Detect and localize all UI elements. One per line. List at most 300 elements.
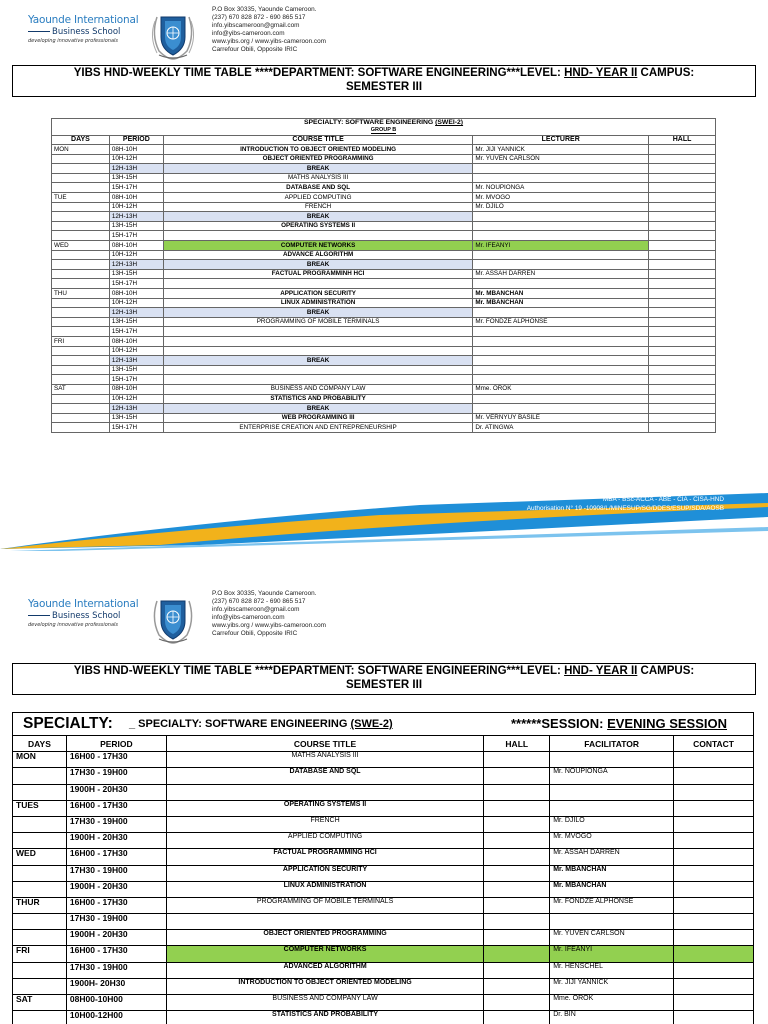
lecturer-cell: Mr. NOUPIONGA — [473, 183, 649, 193]
course-cell: ADVANCE ALGORITHM — [163, 250, 473, 260]
lecturer-cell — [473, 327, 649, 337]
hall-cell — [649, 241, 716, 251]
table-row — [13, 962, 754, 978]
course-cell — [166, 784, 484, 800]
period-cell: 13H-15H — [109, 173, 163, 183]
period-cell: 08H-10H — [109, 145, 163, 155]
hall-cell — [649, 193, 716, 203]
table-row — [52, 423, 716, 433]
period-cell: 12H-13H — [109, 212, 163, 222]
facilitator-cell: Mme. OROK — [550, 995, 674, 1011]
course-cell: COMPUTER NETWORKS — [163, 241, 473, 251]
course-cell: APPLICATION SECURITY — [166, 865, 484, 881]
course-cell — [163, 375, 473, 385]
table-row — [52, 202, 716, 212]
break-row — [52, 404, 716, 414]
period-cell: 08H-10H — [109, 289, 163, 299]
footer-text — [527, 496, 724, 513]
course-cell: STATISTICS AND PROBABILITY — [166, 1011, 484, 1024]
table-row — [13, 995, 754, 1011]
hall-cell — [484, 914, 550, 930]
day-cell: WED — [13, 849, 67, 865]
table-row — [13, 946, 754, 962]
col-days: DAYS — [52, 135, 110, 145]
period-cell: 16H00 - 17H30 — [66, 800, 166, 816]
hall-cell — [649, 202, 716, 212]
course-cell: PROGRAMMING OF MOBILE TERMINALS — [163, 317, 473, 327]
hall-cell — [649, 154, 716, 164]
lecturer-cell: Mr. IFEANYI — [473, 241, 649, 251]
facilitator-cell: Mr. ASSAH DARREN — [550, 849, 674, 865]
facilitator-cell: Mr. NOUPIONGA — [550, 768, 674, 784]
lecturer-cell: Mr. FONDZE ALPHONSE — [473, 317, 649, 327]
course-cell: LINUX ADMINISTRATION — [166, 881, 484, 897]
hall-cell — [484, 1011, 550, 1024]
table-row — [52, 231, 716, 241]
contact-cell — [674, 833, 754, 849]
day-cell: SAT — [13, 995, 67, 1011]
day-cell — [52, 346, 110, 356]
contact-cell — [674, 897, 754, 913]
lecturer-cell: Mr. YUVEN CARLSON — [473, 154, 649, 164]
semester-label: SEMESTER III — [345, 679, 423, 691]
course-cell: APPLICATION SECURITY — [163, 289, 473, 299]
period-cell: 13H-15H — [109, 317, 163, 327]
contact-cell — [674, 962, 754, 978]
day-cell — [52, 154, 110, 164]
period-cell: 12H-13H — [109, 404, 163, 414]
lecturer-cell — [473, 375, 649, 385]
hall-cell — [484, 865, 550, 881]
table-row — [52, 365, 716, 375]
col-period: PERIOD — [109, 135, 163, 145]
table-row — [13, 1011, 754, 1024]
level-value: HND- YEAR II — [564, 67, 638, 79]
contact-email-2: info@yibs-cameroon.com — [212, 30, 285, 38]
contact-cell — [674, 752, 754, 768]
table-row — [13, 784, 754, 800]
contact-cell — [674, 914, 754, 930]
lecturer-cell: Dr. ATINGWA — [473, 423, 649, 433]
table-row — [52, 154, 716, 164]
period-cell: 12H-13H — [109, 164, 163, 174]
course-cell: PROGRAMMING OF MOBILE TERMINALS — [166, 897, 484, 913]
col-hall: HALL — [484, 736, 550, 752]
course-cell: OBJECT ORIENTED PROGRAMMING — [166, 930, 484, 946]
table-row — [13, 897, 754, 913]
contact-email-1: info.yibscameroon@gmail.com — [212, 22, 300, 30]
timetable-evening — [12, 735, 754, 1024]
table-row — [13, 833, 754, 849]
course-cell: OPERATING SYSTEMS II — [163, 221, 473, 231]
hall-cell — [649, 356, 716, 366]
course-cell: ADVANCED ALGORITHM — [166, 962, 484, 978]
period-cell: 16H00 - 17H30 — [66, 897, 166, 913]
course-cell: DATABASE AND SQL — [163, 183, 473, 193]
lecturer-cell — [473, 260, 649, 270]
course-cell: APPLIED COMPUTING — [166, 833, 484, 849]
course-cell — [163, 336, 473, 346]
course-cell — [163, 346, 473, 356]
table-row — [52, 279, 716, 289]
day-cell — [52, 212, 110, 222]
day-cell — [52, 356, 110, 366]
hall-cell — [484, 930, 550, 946]
period-cell: 10H-12H — [109, 394, 163, 404]
period-cell: 08H00-10H00 — [66, 995, 166, 1011]
lecturer-cell: Mr. MVOGO — [473, 193, 649, 203]
contact-websites: www.yibs.org / www.yibs-cameroon.com — [212, 622, 326, 630]
hall-cell — [649, 384, 716, 394]
hall-cell — [649, 327, 716, 337]
course-cell: DATABASE AND SQL — [166, 768, 484, 784]
hall-cell — [484, 784, 550, 800]
day-cell — [13, 865, 67, 881]
table-row — [13, 881, 754, 897]
table-row — [52, 384, 716, 394]
contact-cell — [674, 768, 754, 784]
contact-email-1: info.yibscameroon@gmail.com — [212, 606, 300, 614]
course-cell — [166, 914, 484, 930]
course-cell: BREAK — [163, 404, 473, 414]
period-cell: 16H00 - 17H30 — [66, 946, 166, 962]
contact-email-2: info@yibs-cameroon.com — [212, 614, 285, 622]
day-cell: FRI — [52, 336, 110, 346]
lecturer-cell: Mr. VERNYUY BASILE — [473, 413, 649, 423]
course-cell: BREAK — [163, 308, 473, 318]
hall-cell — [484, 816, 550, 832]
school-name: Yaounde International — [28, 14, 139, 26]
hall-cell — [649, 250, 716, 260]
period-cell: 15H-17H — [109, 279, 163, 289]
day-cell — [13, 784, 67, 800]
course-cell: BUSINESS AND COMPANY LAW — [166, 995, 484, 1011]
group-label: GROUP B — [52, 127, 716, 135]
col-course-title: COURSE TITLE — [163, 135, 473, 145]
course-cell: FACTUAL PROGRAMMINH HCI — [163, 269, 473, 279]
hall-cell — [484, 752, 550, 768]
day-cell — [52, 279, 110, 289]
facilitator-cell: Mr. HENSCHEL — [550, 962, 674, 978]
period-cell: 13H-15H — [109, 365, 163, 375]
contact-phone: (237) 670 828 872 - 690 865 517 — [212, 14, 306, 22]
school-logo — [28, 598, 143, 628]
day-cell — [52, 298, 110, 308]
hall-cell — [649, 365, 716, 375]
period-cell: 1900H- 20H30 — [66, 978, 166, 994]
semester-label: SEMESTER III — [345, 81, 423, 93]
period-cell: 10H-12H — [109, 298, 163, 308]
course-cell — [163, 231, 473, 241]
day-cell — [52, 260, 110, 270]
course-cell: ENTERPRISE CREATION AND ENTREPRENEURSHIP — [163, 423, 473, 433]
lecturer-cell — [473, 231, 649, 241]
course-cell: MATHS ANALYSIS III — [166, 752, 484, 768]
period-cell: 17H30 - 19H00 — [66, 914, 166, 930]
day-cell — [13, 881, 67, 897]
day-cell — [52, 375, 110, 385]
day-cell: FRI — [13, 946, 67, 962]
contact-address: P.O Box 30335, Yaounde Cameroon. — [212, 590, 317, 597]
course-cell: OBJECT ORIENTED PROGRAMMING — [163, 154, 473, 164]
break-row — [52, 356, 716, 366]
contact-cell — [674, 995, 754, 1011]
timetable-page-2 — [0, 584, 768, 1024]
hall-cell — [649, 173, 716, 183]
course-cell: BREAK — [163, 212, 473, 222]
col-period: PERIOD — [66, 736, 166, 752]
table-row — [13, 865, 754, 881]
course-cell: FACTUAL PROGRAMMING HCI — [166, 849, 484, 865]
course-cell: BREAK — [163, 260, 473, 270]
table-header-row — [13, 736, 754, 752]
table-row — [52, 317, 716, 327]
period-cell: 08H-10H — [109, 241, 163, 251]
hall-cell — [484, 995, 550, 1011]
day-cell — [13, 962, 67, 978]
period-cell: 12H-13H — [109, 260, 163, 270]
contact-cell — [674, 816, 754, 832]
day-cell: THU — [52, 289, 110, 299]
lecturer-cell — [473, 336, 649, 346]
period-cell: 15H-17H — [109, 183, 163, 193]
period-cell: 10H00-12H00 — [66, 1011, 166, 1024]
col-hall: HALL — [649, 135, 716, 145]
hall-cell — [649, 413, 716, 423]
contact-cell — [674, 881, 754, 897]
period-cell: 08H-10H — [109, 193, 163, 203]
period-cell: 13H-15H — [109, 413, 163, 423]
course-cell: OPERATING SYSTEMS II — [166, 800, 484, 816]
lecturer-cell — [473, 404, 649, 414]
letterhead — [0, 584, 768, 648]
hall-cell — [484, 978, 550, 994]
day-cell — [13, 930, 67, 946]
hall-cell — [484, 800, 550, 816]
facilitator-cell — [550, 800, 674, 816]
table-row — [13, 849, 754, 865]
day-cell — [52, 183, 110, 193]
table-row — [52, 221, 716, 231]
school-logo — [28, 14, 143, 44]
lecturer-cell — [473, 173, 649, 183]
table-row — [52, 413, 716, 423]
lecturer-cell — [473, 394, 649, 404]
table-row — [52, 145, 716, 155]
break-row — [52, 308, 716, 318]
lecturer-cell — [473, 221, 649, 231]
facilitator-cell: Mr. MBANCHAN — [550, 881, 674, 897]
col-contact: CONTACT — [674, 736, 754, 752]
hall-cell — [649, 231, 716, 241]
lecturer-cell: Mr. ASSAH DARREN — [473, 269, 649, 279]
course-cell: INTRODUCTION TO OBJECT ORIENTED MODELING — [166, 978, 484, 994]
level-value: HND- YEAR II — [564, 665, 638, 677]
hall-cell — [649, 375, 716, 385]
table-row — [52, 336, 716, 346]
hall-cell — [649, 336, 716, 346]
period-cell: 13H-15H — [109, 269, 163, 279]
table-row — [13, 914, 754, 930]
school-crest-icon — [147, 9, 199, 61]
day-cell — [52, 317, 110, 327]
lecturer-cell — [473, 250, 649, 260]
period-cell: 1900H - 20H30 — [66, 930, 166, 946]
table-row — [52, 327, 716, 337]
hall-cell — [649, 308, 716, 318]
school-crest-icon — [147, 593, 199, 645]
period-cell: 15H-17H — [109, 327, 163, 337]
hall-cell — [484, 768, 550, 784]
break-row — [52, 212, 716, 222]
table-row — [52, 346, 716, 356]
course-cell: INTRODUCTION TO OBJECT ORIENTED MODELING — [163, 145, 473, 155]
hall-cell — [649, 164, 716, 174]
course-cell: APPLIED COMPUTING — [163, 193, 473, 203]
period-cell: 15H-17H — [109, 375, 163, 385]
timetable-banner: YIBS HND-WEEKLY TIME TABLE ****DEPARTMENT: SOFTWARE ENGINEERING***LEVEL: HND- YEAR II CAMPUS: SEMESTER III — [12, 65, 756, 97]
day-cell: TUE — [52, 193, 110, 203]
hall-cell — [484, 897, 550, 913]
lecturer-cell: Mme. OROK — [473, 384, 649, 394]
hall-cell — [484, 946, 550, 962]
hall-cell — [649, 298, 716, 308]
period-cell: 12H-13H — [109, 356, 163, 366]
school-tagline: developing innovative professionals — [28, 622, 119, 628]
hall-cell — [649, 212, 716, 222]
hall-cell — [649, 145, 716, 155]
period-cell: 08H-10H — [109, 336, 163, 346]
contact-cell — [674, 784, 754, 800]
table-row — [52, 193, 716, 203]
period-cell: 15H-17H — [109, 231, 163, 241]
specialty-title: SPECIALTY: SOFTWARE ENGINEERING (SWEI-2) — [52, 119, 716, 128]
hall-cell — [649, 269, 716, 279]
contact-location: Carrefour Obili, Opposite IRIC — [212, 46, 298, 54]
lecturer-cell: Mr. JIJI YANNICK — [473, 145, 649, 155]
day-cell — [13, 768, 67, 784]
facilitator-cell: Mr. YUVEN CARLSON — [550, 930, 674, 946]
table-row — [13, 752, 754, 768]
table-row — [52, 269, 716, 279]
contact-block — [212, 6, 326, 55]
col-lecturer: LECTURER — [473, 135, 649, 145]
period-cell: 17H30 - 19H00 — [66, 962, 166, 978]
school-tagline: developing innovative professionals — [28, 38, 119, 44]
school-subtitle: Business School — [52, 611, 121, 621]
table-row — [13, 768, 754, 784]
footer-programs: MBA - BSc-ACCA - ABE - CIA - CISA-HND — [602, 496, 724, 503]
contact-cell — [674, 865, 754, 881]
hall-cell — [649, 423, 716, 433]
day-cell: SAT — [52, 384, 110, 394]
day-cell — [13, 914, 67, 930]
course-cell — [163, 365, 473, 375]
contact-cell — [674, 1011, 754, 1024]
day-cell — [52, 413, 110, 423]
col-facilitator: FACILITATOR — [550, 736, 674, 752]
day-cell — [13, 1011, 67, 1024]
table-row — [52, 289, 716, 299]
period-cell: 08H-10H — [109, 384, 163, 394]
day-cell — [52, 327, 110, 337]
day-cell — [52, 394, 110, 404]
course-cell: COMPUTER NETWORKS — [166, 946, 484, 962]
day-cell: MON — [52, 145, 110, 155]
day-cell — [52, 202, 110, 212]
contact-websites: www.yibs.org / www.yibs-cameroon.com — [212, 38, 326, 46]
hall-cell — [484, 849, 550, 865]
hall-cell — [649, 260, 716, 270]
contact-cell — [674, 930, 754, 946]
break-row — [52, 260, 716, 270]
day-cell — [52, 269, 110, 279]
hall-cell — [649, 346, 716, 356]
contact-cell — [674, 978, 754, 994]
period-cell: 10H-12H — [109, 250, 163, 260]
table-row — [13, 816, 754, 832]
hall-cell — [649, 289, 716, 299]
col-course-title: COURSE TITLE — [166, 736, 484, 752]
hall-cell — [649, 221, 716, 231]
lecturer-cell — [473, 212, 649, 222]
course-cell — [163, 327, 473, 337]
course-cell: STATISTICS AND PROBABILITY — [163, 394, 473, 404]
lecturer-cell: Mr. MBANCHAN — [473, 298, 649, 308]
footer-authorisation: Authorisation N° 19 -10908/L/MINESUP/SG/DDES/ESUP/SDA/AOSB — [526, 504, 724, 512]
break-row — [52, 164, 716, 174]
timetable-banner: YIBS HND-WEEKLY TIME TABLE ****DEPARTMENT: SOFTWARE ENGINEERING***LEVEL: HND- YEAR II CAMPUS: SEMESTER III — [12, 663, 756, 695]
lecturer-cell — [473, 164, 649, 174]
facilitator-cell: Mr. JIJI YANNICK — [550, 978, 674, 994]
lecturer-cell — [473, 346, 649, 356]
course-cell: BREAK — [163, 164, 473, 174]
period-cell: 12H-13H — [109, 308, 163, 318]
facilitator-cell: Mr. MBANCHAN — [550, 865, 674, 881]
session-value: EVENING SESSION — [607, 716, 728, 731]
hall-cell — [649, 394, 716, 404]
contact-cell — [674, 946, 754, 962]
day-cell: WED — [52, 241, 110, 251]
contact-block — [212, 590, 326, 639]
course-cell: WEB PROGRAMMING III — [163, 413, 473, 423]
day-cell — [52, 250, 110, 260]
period-cell: 17H30 - 19H00 — [66, 768, 166, 784]
day-cell: THUR — [13, 897, 67, 913]
table-row — [52, 298, 716, 308]
evening-specialty-title: SPECIALTY: _ SPECIALTY: SOFTWARE ENGINEERING (SWE-2) ******SESSION: EVENING SESSION — [12, 712, 754, 736]
facilitator-cell: Mr. FONDZE ALPHONSE — [550, 897, 674, 913]
contact-phone: (237) 670 828 872 - 690 865 517 — [212, 598, 306, 606]
lecturer-cell — [473, 279, 649, 289]
lecturer-cell — [473, 356, 649, 366]
table-header-row — [52, 135, 716, 145]
table-row — [13, 800, 754, 816]
facilitator-cell: Mr. MVOGO — [550, 833, 674, 849]
period-cell: 16H00 - 17H30 — [66, 849, 166, 865]
course-cell: FRENCH — [163, 202, 473, 212]
timetable-1-body — [52, 145, 716, 433]
course-cell: LINUX ADMINISTRATION — [163, 298, 473, 308]
period-cell: 17H30 - 19H00 — [66, 816, 166, 832]
course-cell: BUSINESS AND COMPANY LAW — [163, 384, 473, 394]
hall-cell — [649, 317, 716, 327]
day-cell — [52, 365, 110, 375]
period-cell: 10H-12H — [109, 346, 163, 356]
course-cell: FRENCH — [166, 816, 484, 832]
letterhead — [0, 0, 768, 64]
period-cell: 10H-12H — [109, 202, 163, 212]
